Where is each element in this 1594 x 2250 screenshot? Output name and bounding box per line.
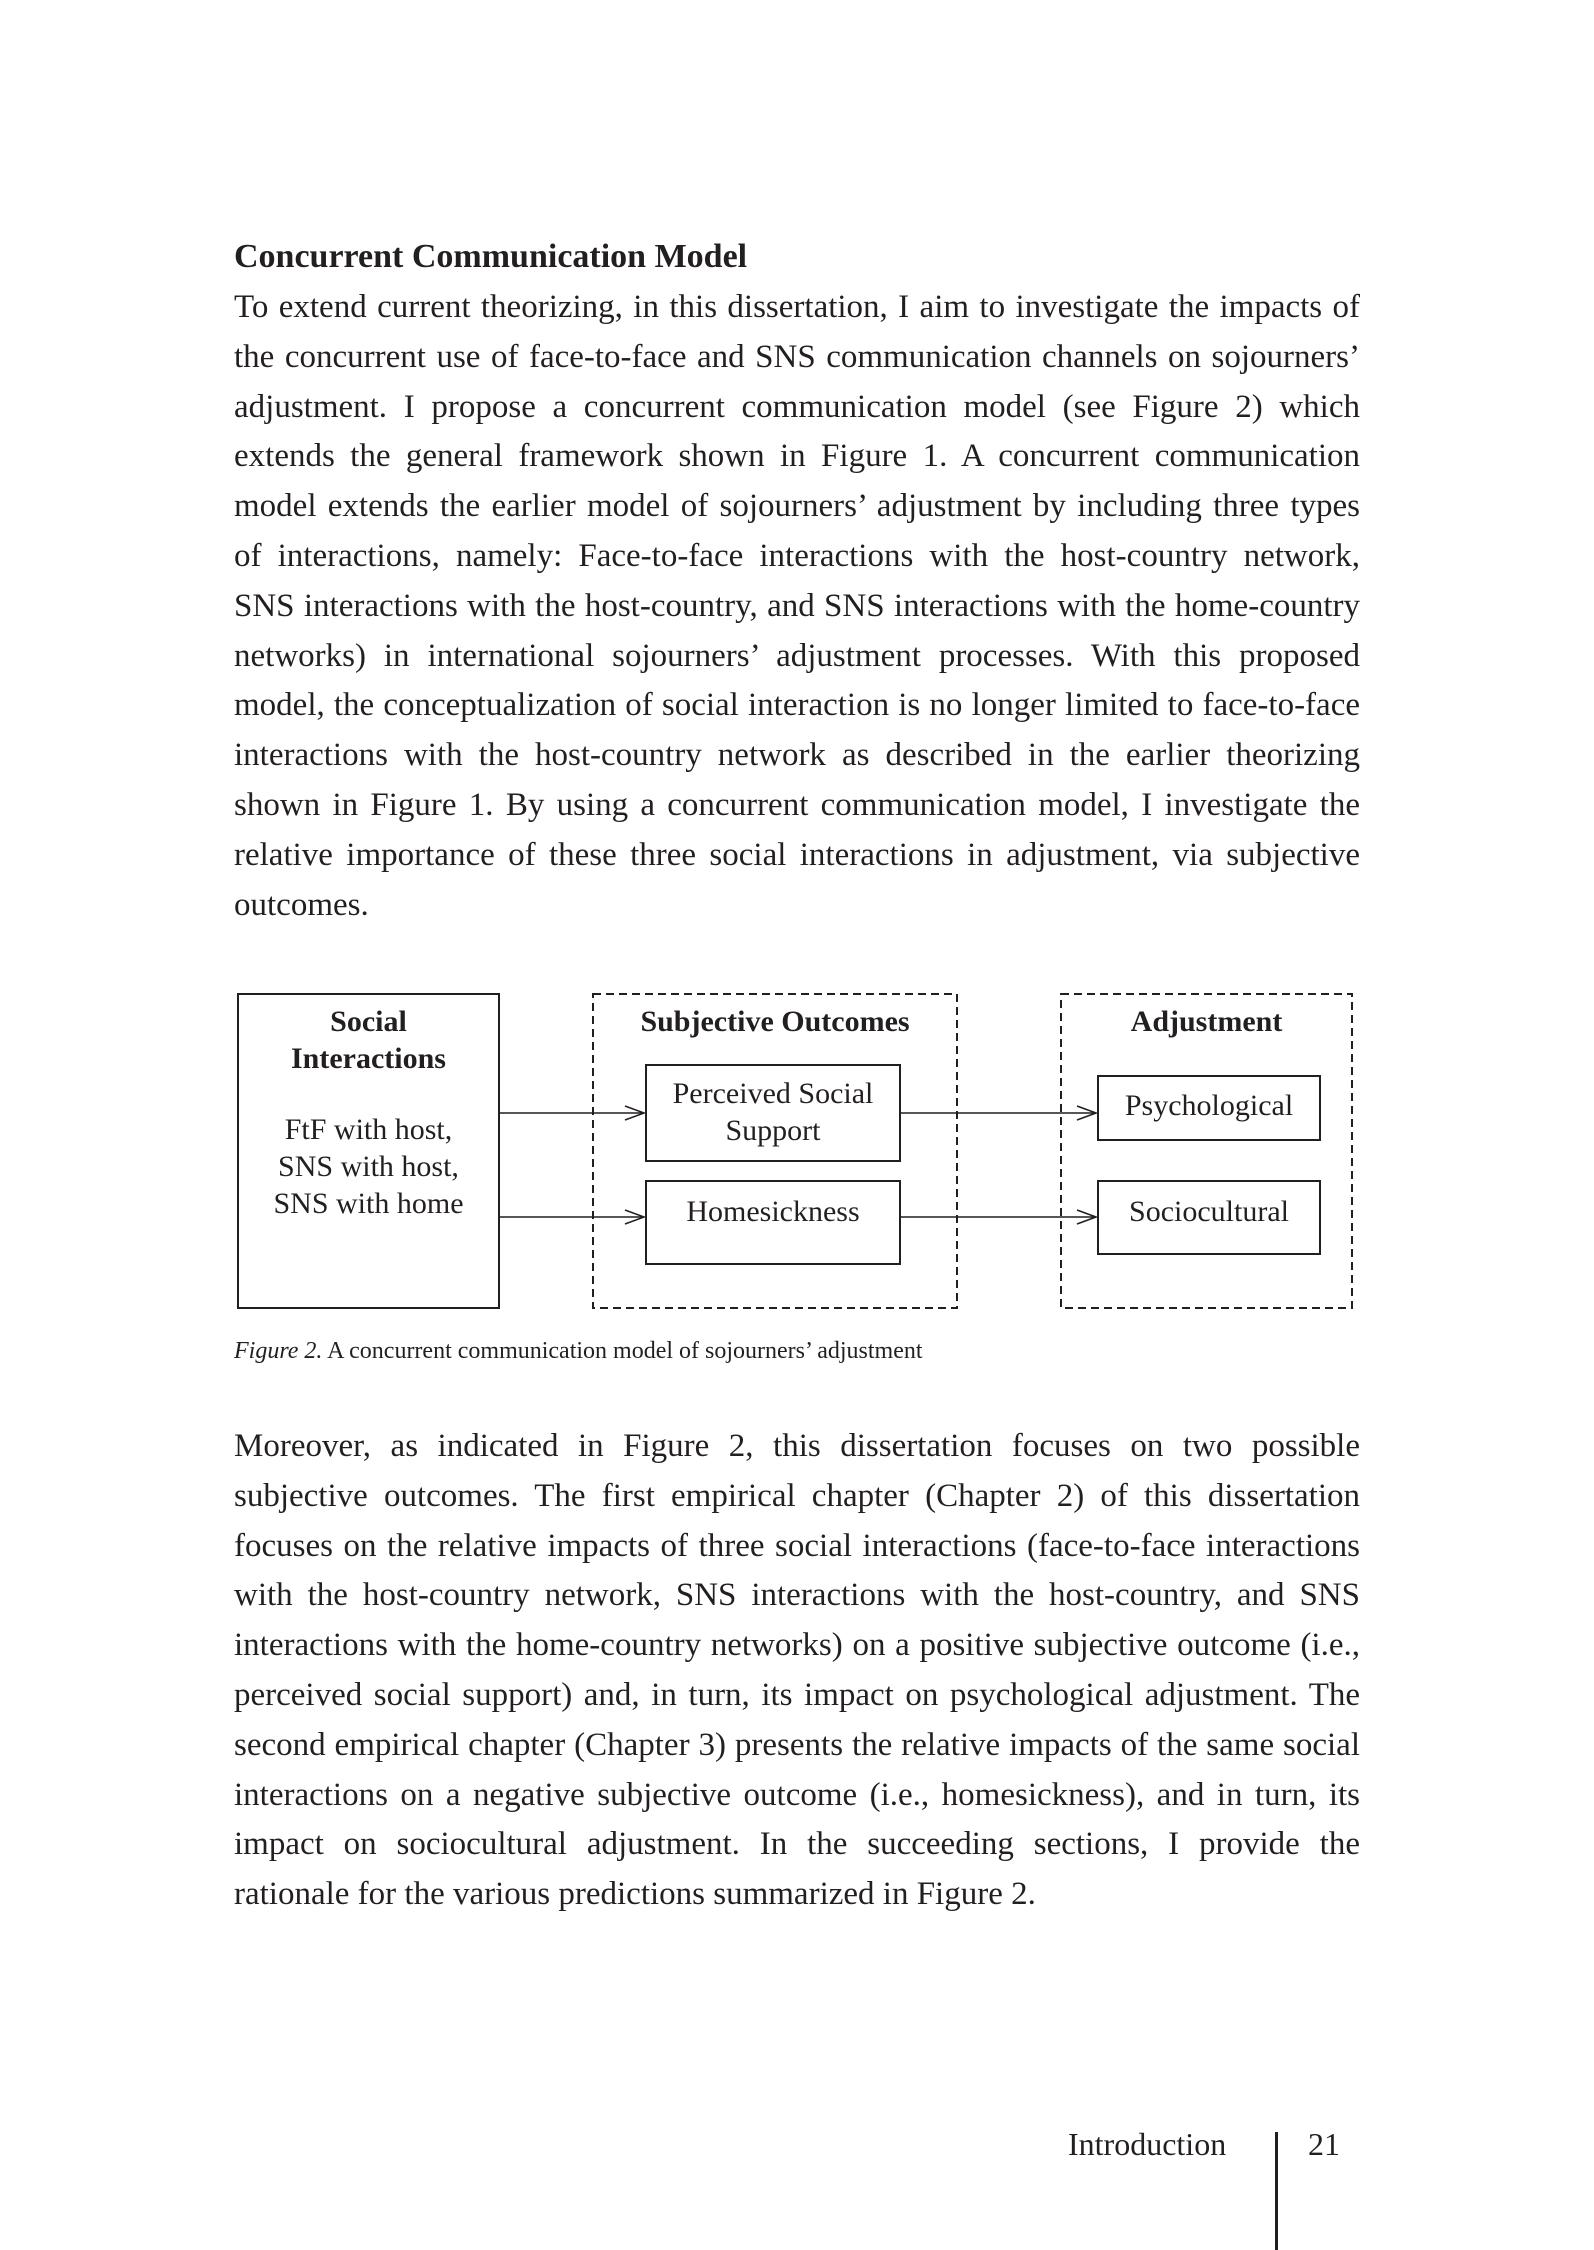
sociocultural-label: Sociocultural bbox=[1129, 1195, 1289, 1228]
footer-divider bbox=[1275, 2132, 1278, 2250]
figure-caption-text: A concurrent communication model of sojourners’ adjustment bbox=[327, 1338, 923, 1364]
adjustment-title: Adjustment bbox=[1130, 1005, 1283, 1038]
perceived-social-support-line1: Perceived Social bbox=[672, 1077, 874, 1110]
perceived-social-support-line2: Support bbox=[725, 1114, 821, 1147]
social-interactions-title-line2: Interactions bbox=[291, 1042, 446, 1075]
subjective-outcomes-title: Subjective Outcomes bbox=[640, 1005, 910, 1038]
perceived-social-support-label bbox=[646, 1075, 900, 1149]
interaction-item-sns-host: SNS with host, bbox=[278, 1150, 459, 1183]
interaction-item-ftf-host: FtF with host, bbox=[284, 1113, 453, 1146]
homesickness-label: Homesickness bbox=[686, 1195, 860, 1228]
page-number: 21 bbox=[1308, 2126, 1340, 2162]
footer-section-title: Introduction bbox=[1068, 2126, 1227, 2162]
social-interactions-items bbox=[238, 1111, 499, 1222]
social-interactions-title bbox=[238, 1003, 499, 1077]
subjective-outcomes-group bbox=[593, 994, 957, 1308]
figure-caption-label: Figure 2. bbox=[234, 1338, 323, 1364]
figure-caption bbox=[234, 1335, 923, 1367]
paragraph-1: To extend current theorizing, in this dissertation, I aim to investigate the impacts of the concurrent use of face-to-face and SNS communication channels on sojourners’ adjustment. I propose a concurrent communication model (see Figure 2) which extends the general framework shown in Figure 1. A concurrent communication model extends the earlier model of sojourners’ adjustment by including three types of interactions, namely: Face-to-face interactions with the host-country network, SNS interactions with the host-country, and SNS interactions with the home-country networks) in international sojourners’ adjustment processes. With this proposed model, the conceptualization of social interaction is no longer limited to face-to-face interactions with the host-country network as described in the earlier theorizing shown in Figure 1. By using a concurrent communication model, I investigate the relative importance of these three social interactions in adjustment, via subjective outcomes. bbox=[234, 289, 1360, 923]
figure-2 bbox=[234, 985, 1360, 1315]
psychological-label: Psychological bbox=[1124, 1089, 1294, 1122]
social-interactions-title-line1: Social bbox=[330, 1005, 407, 1038]
section-heading: Concurrent Communication Model bbox=[234, 238, 748, 275]
interaction-item-sns-home: SNS with home bbox=[273, 1187, 464, 1220]
paragraph-2: Moreover, as indicated in Figure 2, this dissertation focuses on two possible subjective outcomes. The first empirical chapter (Chapter 2) of this dissertation focuses on the relative impacts of three social interactions (face-to-face interactions with the host-country network, SNS interactions with the host-country, and SNS interactions with the home-country networks) on a positive subjective outcome (i.e., perceived social support) and, in turn, its impact on psychological adjustment. The second empirical chapter (Chapter 3) presents the relative impacts of the same social interactions on a negative subjective outcome (i.e., homesickness), and in turn, its impact on sociocultural adjustment. In the succeeding sections, I provide the rationale for the various predictions summarized in Figure 2. bbox=[234, 1428, 1360, 1913]
adjustment-group bbox=[1061, 994, 1352, 1308]
